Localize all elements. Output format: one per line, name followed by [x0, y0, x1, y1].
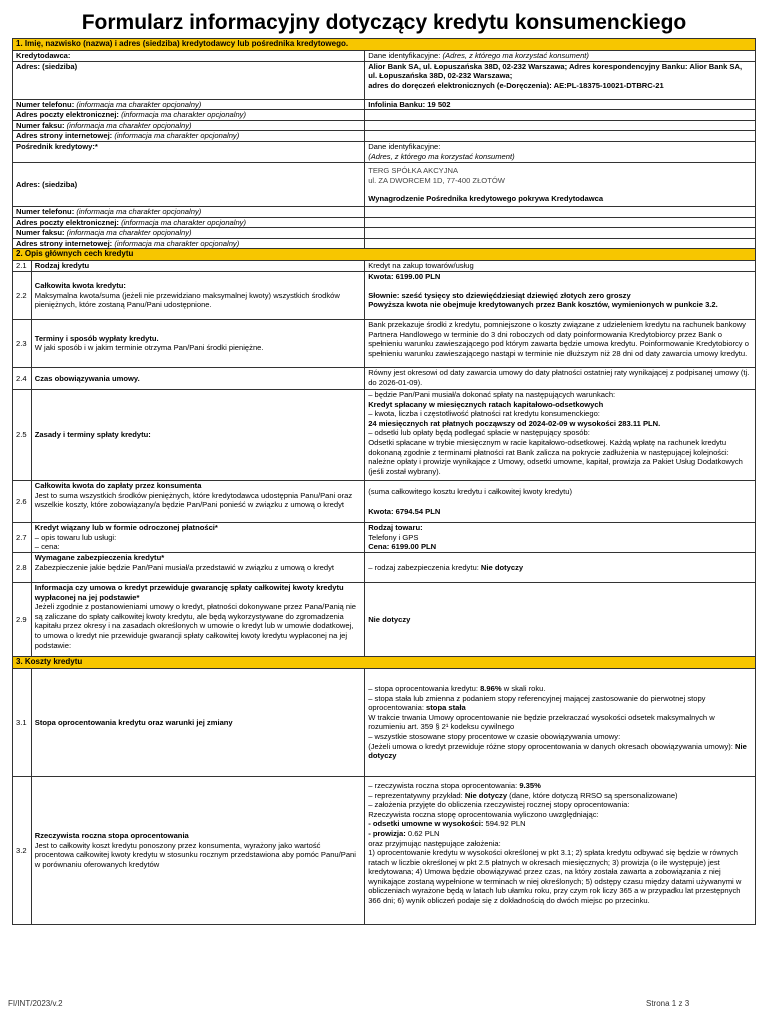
row-posrednik-adres: Adres: (siedziba) TERG SPÓŁKA AKCYJNA ul. ZA DWORCEM 1D, 77-400 ZŁOTÓW Wynagrodzenie Pośrednika kredytowego pokrywa Kredytodawca: [13, 162, 756, 206]
row-2-8: 2.8 Wymagane zabezpieczenia kredytu* Zabezpieczenie jakie będzie Pan/Pani musiał/a przedstawić w związku z umową o kredyt – rodzaj zabezpieczenia kredytu: Nie dotyczy: [13, 552, 756, 582]
row-fax: Numer faksu: (informacja ma charakter opcjonalny): [13, 120, 756, 131]
section-2-header: 2. Opis głównych cech kredytu: [13, 249, 756, 261]
row-2-5: 2.5 Zasady i terminy spłaty kredytu: – będzie Pan/Pani musiał/a dokonać spłaty na następujących warunkach: Kredyt spłacany w miesięcznych ratach kapitałowo-odsetkowych – kwota, liczba i częstotliwość płatności rat kredytu konsumenckiego: 24 miesięcznych rat płatnych począwszy od 2024-02-09 w wysokości 283.11 PLN. – odsetki lub opłaty będą podlegać spłacie w następujący sposób: Odsetki spłacane w trybie miesięcznym w racie kapitałowo-odsetkowej. Każdą wpłatę na rachunek kredytu dokonaną zgodnie z terminami płatności rat Bank zalicza na pokrycie zadłużenia w następującej kolejności: należne opłaty i prowizje wynikające z Umowy, odsetki umowne, kapitał, prowizja za Pakiet Usług Dodatkowych (jeśli został wybrany).: [13, 389, 756, 480]
section-1-header: 1. Imię, nazwisko (nazwa) i adres (siedziba) kredytodawcy lub pośrednika kredytowego.: [13, 39, 756, 51]
footer-form-code: FI/INT/2023/v.2: [8, 999, 63, 1008]
section-3-header: 3. Koszty kredytu: [13, 656, 756, 668]
row-p-email: Adres poczty elektronicznej: (informacja ma charakter opcjonalny): [13, 217, 756, 228]
posrednik-adres-label: Adres: (siedziba): [13, 162, 365, 206]
row-p-fax: Numer faksu: (informacja ma charakter opcjonalny): [13, 228, 756, 239]
row-2-7: 2.7 Kredyt wiązany lub w formie odroczonej płatności* – opis towaru lub usługi: – cena: Rodzaj towaru: Telefony i GPS Cena: 6199.00 PLN: [13, 522, 756, 552]
row-kredytodawca: [13, 51, 756, 62]
row-2-9: 2.9 Informacja czy umowa o kredyt przewiduje gwarancję spłaty całkowitej kwoty kredytu wypłaconej na jej podstawie* Jeżeli zgodnie z postanowieniami umowy o kredyt, płatności dokonywane przez Pana/Panią nie są zaliczane do spłaty całkowitej kwoty kredytu, ale będą wykorzystywane do zgromadzenia kapitału przez okresy i na zasadach określonych w umowie o kredyt lub w umowie dodatkowej, to umowa o kredyt nie przewiduje gwarancji spłaty całkowitej kwoty kredytu wypłaconej na jej podstawie: Nie dotyczy: [13, 582, 756, 656]
posrednik-label: Pośrednik kredytowy:*: [13, 141, 365, 162]
telefon-value: Infolinia Banku: 19 502: [365, 99, 756, 110]
row-email: Adres poczty elektronicznej: (informacja ma charakter opcjonalny): [13, 110, 756, 121]
row-2-6: 2.6 Całkowita kwota do zapłaty przez konsumenta Jest to suma wszystkich środków pieniężnych, które kredytodawca udostępnia Panu/Pani oraz wszelkie koszty, które zobowiązany/a będzie Pan/Pani ponieść w związku z umową o kredyt (suma całkowitego kosztu kredytu i całkowitej kwoty kredytu) Kwota: 6794.54 PLN: [13, 480, 756, 522]
row-p-telefon: Numer telefonu: (informacja ma charakter opcjonalny): [13, 206, 756, 217]
info-table: [12, 38, 756, 925]
row-2-2: 2.2 Całkowita kwota kredytu: Maksymalna kwota/suma (jeżeli nie przewidziano maksymalnej kwoty) wszystkich środków pieniężnych, które zostaną Panu/Pani udostępnione. Kwota: 6199.00 PLN Słownie: sześć tysięcy sto dziewięćdziesiąt dziewięć złotych zero groszy Powyższa kwota nie obejmuje kredytowanych przez Bank kosztów, wymienionych w punkcie 3.2.: [13, 271, 756, 319]
row-2-4: 2.4 Czas obowiązywania umowy. Równy jest okresowi od daty zawarcia umowy do daty płatności ostatniej raty wynikającej z podpisanej umowy (tj. do 2026-01-09).: [13, 367, 756, 389]
row-2-1: 2.1 Rodzaj kredytu Kredyt na zakup towarów/usług: [13, 261, 756, 272]
document-title: Formularz informacyjny dotyczący kredytu konsumenckiego: [81, 11, 687, 34]
row-adres: [13, 61, 756, 99]
row-p-www: Adres strony internetowej: (informacja ma charakter opcjonalny): [13, 238, 756, 249]
adres-label: Adres: (siedziba): [13, 61, 365, 99]
row-posrednik: Pośrednik kredytowy:* Dane identyfikacyjne: (Adres, z którego ma korzystać konsument): [13, 141, 756, 162]
row-3-1: 3.1 Stopa oprocentowania kredytu oraz warunki jej zmiany – stopa oprocentowania kredytu: 8.96% w skali roku. – stopa stała lub zmienna z podaniem stopy referencyjnej mającej zastosowanie do pierwotnej stopy oprocentowania: stopa stała W trakcie trwania Umowy oprocentowanie nie będzie przekraczać wysokości odsetek maksymalnych w rozumieniu art. 359 § 2¹ kodeksu cywilnego – wszystkie stosowane stopy procentowe w czasie obowiązywania umowy: (Jeżeli umowa o kredyt przewiduje różne stopy oprocentowania w danych okresach obowiązywania umowy): Nie dotyczy: [13, 668, 756, 776]
document-page: [12, 8, 756, 925]
footer-page-number: Strona 1 z 3: [646, 999, 690, 1008]
row-2-3: 2.3 Terminy i sposób wypłaty kredytu. W jaki sposób i w jakim terminie otrzyma Pan/Pani środki pieniężne. Bank przekazuje środki z kredytu, pomniejszone o koszty związane z udzieleniem kredytu na rachunek bankowy Partnera Handlowego w terminie do 3 dni roboczych od daty poinformowania Kredytobiorcy przez Bank o spełnieniu warunku zawieszającego pod którym zawarta będzie umowa kredytu. Poinformowanie Kredytobiorcy o spełnieniu warunku zawieszającego nastąpi w terminie nie dłuższym niż 28 dni od daty zawarcia umowy kredytu.: [13, 319, 756, 367]
adres-value: Alior Bank SA, ul. Łopuszańska 38D, 02-232 Warszawa; Adres korespondencyjny Banku: Alior Bank SA, ul. Łopuszańska 38D, 02-232 Warszawa; adres do doręczeń elektronicznych (e-Doręczenia): AE:PL-18375-10021-DTBRC-21: [365, 61, 756, 99]
row-3-2: 3.2 Rzeczywista roczna stopa oprocentowania Jest to całkowity koszt kredytu ponoszony przez konsumenta, wyrażony jako wartość procentowa całkowitej kwoty kredytu w stosunku rocznym przedstawiona aby pomóc Panu/Pani w porównaniu oferowanych kredytów – rzeczywista roczna stopa oprocentowania: 9.35% – reprezentatywny przykład: Nie dotyczy (dane, które dotyczą RRSO są spersonalizowane) – założenia przyjęte do obliczenia rzeczywistej rocznej stopy oprocentowania: Rzeczywista roczna stopę oprocentowania wyliczono uwzględniając: - odsetki umowne w wysokości: 594.92 PLN - prowizja: 0.62 PLN oraz przyjmując następujące założenia: 1) oprocentowanie kredytu w wysokości określonej w pkt 3.1; 2) spłata kredytu odbywać się będzie w równych ratach w liczbie określonej w pkt 2.5 płatnych w okresach miesięcznych; 3) prowizja (o ile występuje) jest kredytowana; 4) Umowa będzie obowiązywać przez czas, na który została zawarta a zobowiązania z niej wynikające zostaną wypełnione w terminach w niej określonych; 5) odstępy czasu między datami używanymi w obliczeniach wyrażone będą w latach lub ułamku roku, przy czym rok liczy 365 a w przypadku lat przestępnych 366 dni; 6) wynik obliczeń podaje się z dokładnością do dwóch miejsc po przecinku.: [13, 776, 756, 924]
kredytodawca-label: Kredytodawca:: [13, 51, 365, 62]
row-telefon: Numer telefonu: (informacja ma charakter opcjonalny) Infolinia Banku: 19 502: [13, 99, 756, 110]
row-www: Adres strony internetowej: (informacja ma charakter opcjonalny): [13, 131, 756, 142]
dane-ident: Dane identyfikacyjne: (Adres, z którego ma korzystać konsument): [365, 51, 756, 62]
